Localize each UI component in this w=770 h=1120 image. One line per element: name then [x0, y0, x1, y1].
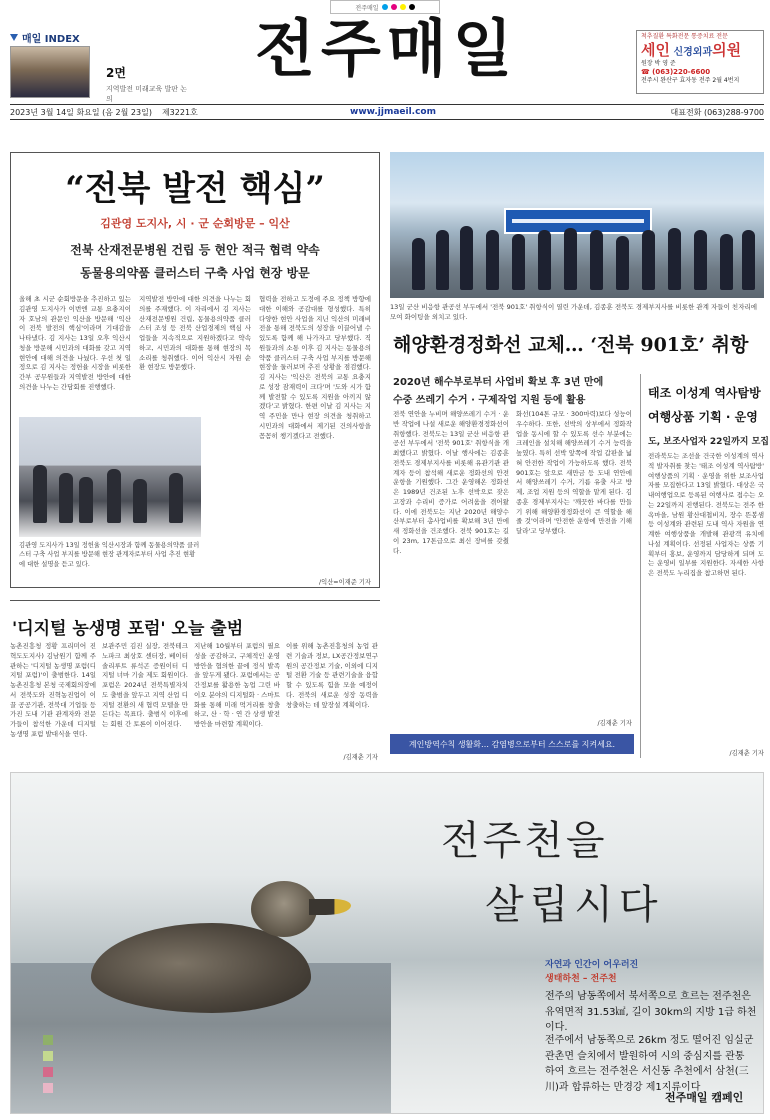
story3-byline: /김재춘 기자	[729, 750, 764, 757]
lead-body-col-1: 올해 초 시군 순회방문을 추진하고 있는 김관영 도지사가 이번엔 교통 요충지이자 호남의 관문인 익산을 방문해 '익산이 전북 발전의 핵심'이라며 기대감을 나타냈다. 김 지사는 13일 오후 익산시청을 방문해 시민과의 대화를 갖고 지역 현안에 대해 의견을 나눴다. 우선 첫 일정으로 김 지사는 정헌율 시장을 비롯한 간부 공무원들과 지역발전 방안에 대한 의견을 나누는 간담회를 진행했다.	[19, 295, 131, 391]
lead-photo-caption: 김관영 도지사가 13일 정헌율 익산시장과 함께 동물용의약품 클러스터 구축 사업 부지를 방문해 현장 관계자로부터 사업 추진 현황에 대한 설명을 듣고 있다.	[19, 542, 200, 568]
print-strip-label: 전주매일	[355, 4, 379, 12]
campaign-paragraph-2: 전주에서 남동쪽으로 26km 정도 떨어진 임실군 관촌면 슬치에서 발원하여 시의 중심지를 관통 하여 흐르는 전주천은 서신동 추천에서 삼천(三川)과 합류하는 만경강 제1지류이다	[545, 1035, 754, 1093]
main-phone: 대표전화 (063)288-9700	[670, 107, 764, 117]
ceremony-photo[interactable]	[390, 152, 764, 298]
daily-index	[10, 30, 190, 103]
clinic-advertisement[interactable]	[636, 30, 764, 94]
story4-body-col-2: 보관주민 김진 실장, 전북테크노파크 최상호 센터장, 베이터 솔리루트 류석곤 증원이터 디지털 너마 기술 제도 회원이다. 포럼은 2024년 전북특별자치도 출범을 앞두고 지역 산업 디지털 전환의 새 협력 모델을 만든다는 목표다. 출범식 이후에는 회원 간 토론이 이어진다.	[102, 642, 188, 728]
campaign-title-1: 전주천을	[441, 818, 608, 864]
story2-body-col-2: 화선(104톤 규모 · 300마력)보다 성능이 우수하다. 또한, 선박의 상부에서 정화작업을 동시에 할 수 있도록 선수 부분에는 크레인을 설치해 해양쓰레기 수거 능력을 높였다. 특히 선박 앞쪽에 작업 갑판을 넓혀 안전한 작업이 가능하도록 했다. 전북 901호는 앞으로 새만금 등 도내 연안에서 해양쓰레기 수거, 기름 유출 사고 방제, 조업 지원 등의 역할을 맡게 된다. 김종훈 경제부지사는 '깨끗한 바다를 만들기 위해 해양환경정화선이 큰 역할을 해줄 것'이라며 '안전한 운항에 만전을 기해달라'고 당부했다.	[516, 410, 632, 535]
index-thumbnail-photo[interactable]	[10, 46, 90, 98]
section-rule	[10, 600, 380, 601]
index-page-number[interactable]: 2면	[106, 66, 126, 80]
column-divider	[640, 374, 641, 758]
cmyk-dot-yellow	[400, 4, 406, 10]
duck-head	[251, 881, 317, 937]
issue-date: 2023년 3월 14일 화요일 (음 2월 23일)	[10, 107, 152, 117]
duck-bill	[309, 899, 351, 915]
campaign-subtitle-2: 생태하천 – 전주천	[545, 974, 617, 984]
lead-body-col-2: 지역발전 방안에 대한 의견을 나누는 회의를 주재했다. 이 자리에서 김 지사는 산재전문병원 건립, 동물용의약품 클러스터 조성 등 전북 산업경제의 핵심 사업들을 지속적으로 지원하겠다고 약속하고, 시민과의 대화를 통해 현장의 목소리를 청취했다. 이어 익산시 자원 순환 현장도 방문했다.	[139, 295, 251, 372]
ceremony-caption: 13일 군산 비응항 관공선 부두에서 '전북 901호' 취항식이 열린 가운데, 김종훈 전북도 경제부지사를 비롯한 관계 자들이 친자리에 모여 화이팅을 외치고 있다.	[390, 303, 758, 322]
deco-dot-4	[43, 1083, 53, 1093]
down-arrow-icon	[10, 34, 18, 41]
campaign-title-2: 살립시다	[485, 882, 664, 928]
story3-subhead: 도, 보조사업자 22일까지 모집	[648, 437, 769, 447]
lead-story	[10, 152, 380, 588]
lead-headline[interactable]: “전북 발전 핵심”	[65, 169, 325, 209]
story2-byline: /김재춘 기자	[597, 720, 632, 727]
campaign-subtitle-1: 자연과 인간이 어우러진	[545, 960, 639, 970]
newspaper-logo: 전주매일	[255, 12, 519, 85]
lead-photo[interactable]	[19, 417, 201, 537]
lead-byline: /익산=이재준 기자	[319, 579, 371, 586]
story2-body-col-1: 전북 연안을 누비며 해양쓰레기 수거 · 운반 작업에 나설 새로운 해양환경정화선이 취항했다. 전북도는 13일 군산 비응항 관공선 부두에서 '전북 901호' 취항식을 개최했다고 밝혔다. 이날 행사에는 김종훈 전북도 경제부지사를 비롯해 유관기관 관계자 등이 참석해 새로운 정화선의 안전 운항을 기원했다. 그간 운영해온 정화선은 1989년 건조된 노후 선박으로 잦은 고장과 수리비 증가로 어려움을 겪어왔다. 이에 전북도는 지난 2020년 해양수산부로부터 총사업비를 확보해 3년 만에 새 정화선을 건조했다. 전북 901호는 길이 23m, 17톤급으로 최신 장비를 갖췄다.	[393, 410, 509, 555]
story3-headline-2[interactable]: 여행상품 기획 · 운영	[648, 410, 758, 424]
lead-body-col-3: 협력을 전하고 도정에 주요 정책 방향에 대한 이해와 공감대를 형성했다. 특히 다양한 현안 사업을 지닌 익산의 미래비전을 통해 전북도의 성장을 이끌어낼 수 있도록 함께 해 나가자고 당부했다. 직원들과의 소통 이후 김 지사는 동물용의약품 클러스터 구축 사업 부지를 방문해 현장을 둘러보며 추진 상황을 점검했다. 김 지사는 '익산은 전북의 교통 요충지로 성장 잠재력이 크다'며 '도와 시가 함께 발전할 수 있도록 지원을 아끼지 않겠다'고 밝혔다. 한편 이날 김 지사는 지역 주민을 만나 현장 의견을 청취하고 시민과의 대화에서 제기된 건의사항을 꼼꼼히 챙기겠다고 전했다.	[259, 295, 371, 440]
lead-kicker: 김관영 도지사, 시 · 군 순회방문 – 익산	[100, 217, 290, 230]
health-campaign-banner[interactable]: 계인방역수칙 생활화… 감염병으로부터 스스로를 지켜세요.	[390, 734, 634, 754]
lead-subhead-1: 전북 산재전문병원 건립 등 현안 적극 협력 약속	[70, 243, 320, 257]
story2-subhead-2: 수중 쓰레기 수거 · 구제작업 지원 등에 활용	[393, 395, 586, 406]
campaign-paragraph-1: 전주의 남동쪽에서 북서쪽으로 흐르는 전주천은 유역면적 31.53㎢, 길이 30km의 지방 1급 하천이다.	[545, 991, 757, 1033]
story4-body-col-3: 지난해 10월부터 포럼의 필요성을 공감하고, 구체적인 운영 방안을 협의한 끝에 정식 발족을 앞두게 됐다. 포럼에서는 공간정보를 활용한 농업 그린 바이오 분야의 디지털화 · 스마트화를 통해 미래 먹거리를 창출하고, 산 · 학 · 연 간 상생 발전방안을 마련할 계획이다.	[194, 642, 280, 728]
story4-body-col-4: 이를 위해 농촌진흥청의 농업 관련 기술과 정보, LX공간정보연구원의 공간정보 기술, 이외에 디지털 전환 기술 등 관련기술을 융합할 수 있도록 힘을 모을 예정이다. 전북의 새로운 성장 동력을 창출하는 데 앞장설 계획이다.	[286, 642, 378, 709]
issue-number: 제3221호	[161, 107, 198, 117]
cmyk-dot-black	[409, 4, 415, 10]
story4-headline[interactable]: '디지털 농생명 포럼' 오늘 출범	[12, 619, 244, 639]
cmyk-dot-cyan	[382, 4, 388, 10]
ad-clinic-name: 세인 신경외과의원	[641, 40, 742, 59]
deco-dot-2	[43, 1051, 53, 1061]
deco-dot-1	[43, 1035, 53, 1045]
index-description: 지역발전 미래교육 발판 논의	[106, 85, 188, 103]
story3-body: 전라북도는 조선을 건국한 이성계의 역사적 발자취를 찾는 '태조 이성계 역사탐방' 여행상품의 기획 · 운영을 위한 보조사업자를 모집한다고 13일 밝혔다. 대상은 국내여행업으로 등록된 여행사로 접수는 오는 22일까지 진행된다. 전북도는 전주 한옥마을, 남원 황산대첩비지, 장수 뜬봉샘 등 이성계와 관련된 도내 역사 자원을 연계한 여행상품을 개발해 관광객 유치에 나설 계획이다. 선정된 사업자는 상품 기획부터 홍보, 운영까지 담당하게 되며 도는 운영비 일부를 지원한다. 자세한 사항은 전북도 누리집을 참고하면 된다.	[648, 452, 764, 577]
index-label: 매일 INDEX	[22, 34, 80, 45]
story4-body-col-1: 농촌진흥청 정황 프리미어 진혁도도지사) 김남원기 함께 주관하는 '디지털 농생명 포럼(디지털 포럼)'이 출범한다. 14일 농촌진흥청 본청 국제회의장에서 전북도와 진혁농진업이 이끌 공공기관, 전북대 기업들 등 가진 도내 기관 관계자와 전문가들이 참석한 가운데 디지털 농생명 포럼 발대식을 연다.	[10, 642, 96, 738]
website-link[interactable]: www.jjmaeil.com	[350, 107, 436, 117]
story3-headline-1[interactable]: 태조 이성계 역사탐방	[648, 386, 761, 400]
cmyk-dot-magenta	[391, 4, 397, 10]
ad-tagline: 척추질환 특화전문 통증치료 전문	[641, 33, 728, 40]
story2-headline[interactable]: 해양환경정화선 교체… ‘전북 901호’ 취항	[393, 334, 749, 356]
story2-subhead-1: 2020년 해수부로부터 사업비 확보 후 3년 만에	[393, 377, 604, 388]
index-header	[10, 30, 190, 45]
dateline-bar	[10, 104, 764, 120]
lead-subhead-2: 동물용의약품 클러스터 구축 사업 현장 방문	[80, 266, 310, 280]
ad-phone: ☎ (063)220-6600	[641, 68, 711, 77]
jeonjucheon-campaign[interactable]	[10, 772, 764, 1114]
story4-byline: /김재춘 기자	[343, 754, 378, 761]
ad-director: 원장 박 영 준	[641, 60, 676, 68]
ceremony-banner	[504, 208, 652, 234]
deco-dot-3	[43, 1067, 53, 1077]
campaign-brand: 전주매일 캠페인	[665, 1091, 744, 1104]
ad-address: 전주시 완산구 효자동 전주 2월 4번지	[641, 77, 740, 85]
